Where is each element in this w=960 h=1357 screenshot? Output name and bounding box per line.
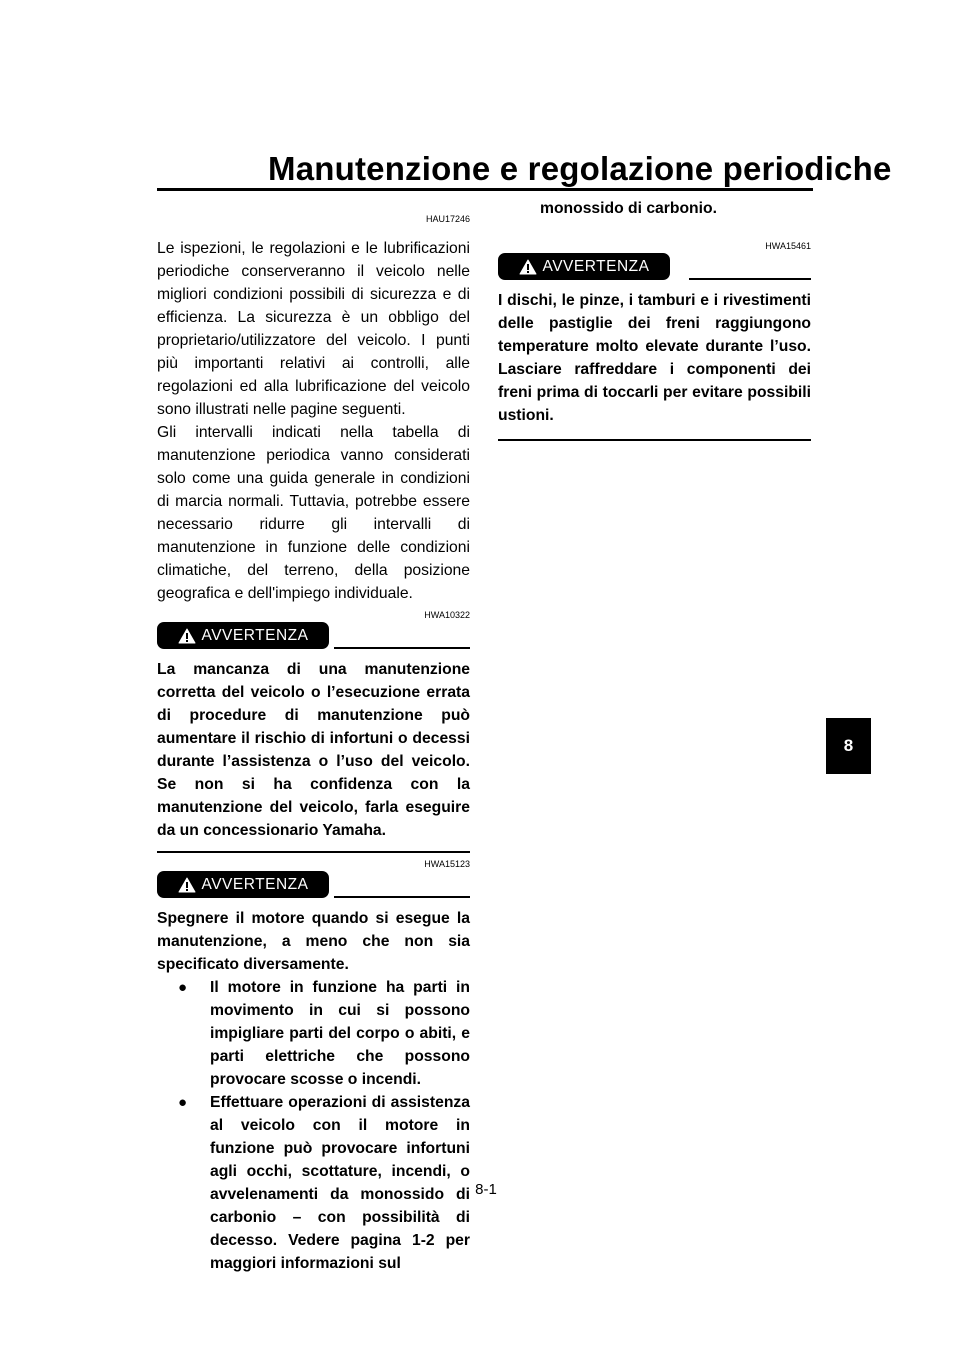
warning-label: AVVERTENZA <box>201 626 309 644</box>
warning-triangle-icon <box>178 877 196 893</box>
warning-header-rule <box>334 647 470 649</box>
warning-header <box>157 622 470 652</box>
warning-code: HWA15123 <box>424 859 470 869</box>
warning-text: Spegnere il motore quando si esegue la manutenzione, a meno che non sia specificato diversamente. <box>157 910 470 973</box>
title-rule <box>157 188 813 191</box>
warning-header-rule <box>689 278 811 280</box>
intro-paragraph: Le ispezioni, le regolazioni e le lubrificazioni periodiche conserveranno il veicolo nelle migliori condizioni possibili di sicurezza e di efficienza. La sicurezza è un obbligo del proprietario/utilizzatore del veicolo. I punti più importanti relativi ai controlli, alle regolazioni ed alla lubrificazione del veicolo sono illustrati nelle pagine seguenti. <box>157 240 470 418</box>
bullet-dot: ● <box>178 979 188 996</box>
page-title: Manutenzione e regolazione periodiche <box>268 150 892 187</box>
warning-triangle-icon <box>519 259 537 275</box>
left-column <box>157 214 470 1275</box>
warning-badge <box>498 253 670 280</box>
warning-code: HWA15461 <box>765 241 811 251</box>
warning-badge <box>157 871 329 898</box>
list-item <box>157 976 470 1091</box>
warning-text: I dischi, le pinze, i tamburi e i rivestimenti delle pastiglie dei freni raggiungono temperature molto elevate durante l’uso. Lasciare raffreddare i componenti dei freni prima di toccarli per evitare possibili ustioni. <box>498 292 811 424</box>
list-item <box>157 1091 470 1275</box>
warning-header <box>157 871 470 901</box>
right-column <box>498 197 811 441</box>
list-item-text: Effettuare operazioni di assistenza al veicolo con il motore in funzione può provocare infortuni agli occhi, scottature, incendi, o avvelenamenti da monossido di carbonio – con possibilità di decesso. Vedere pagina 1-2 per maggiori informazioni sul <box>210 1094 470 1272</box>
warning-triangle-icon <box>178 628 196 644</box>
page-number: 8-1 <box>475 1181 497 1198</box>
warning-badge <box>157 622 329 649</box>
warning-label: AVVERTENZA <box>542 257 650 275</box>
warning-code: HWA10322 <box>424 610 470 620</box>
warning-label: AVVERTENZA <box>201 875 309 893</box>
intervals-paragraph: Gli intervalli indicati nella tabella di manutenzione periodica vanno considerati solo come una guida generale in condizioni di marcia normali. Tuttavia, potrebbe essere necessario ridurre gli intervalli di manutenzione in funzione delle condizioni climatiche, del terreno, della posizione geografica e dell'impiego individuale. <box>157 424 470 602</box>
warning-header-rule <box>334 896 470 898</box>
chapter-tab: 8 <box>826 718 871 774</box>
list-item-text: Il motore in funzione ha parti in movimento in cui si possono impigliare parti del corpo o abiti, e parti elettriche che possono provocare scosse o incendi. <box>210 979 470 1088</box>
warning-end-rule <box>498 439 811 441</box>
bullet-dot: ● <box>178 1094 188 1111</box>
section-code: HAU17246 <box>425 214 470 224</box>
warning-end-rule <box>157 851 470 853</box>
warning-text: La mancanza di una manutenzione corretta del veicolo o l’esecuzione errata di procedure di manutenzione può aumentare il rischio di infortuni o decessi durante l’assistenza o l’uso del veicolo. Se non si ha confidenza con la manutenzione del veicolo, farla eseguire da un concessionario Yamaha. <box>157 661 470 839</box>
warning-bullet-list <box>157 976 470 1275</box>
bullet-continuation: monossido di carbonio. <box>540 200 717 217</box>
warning-header <box>498 253 811 283</box>
